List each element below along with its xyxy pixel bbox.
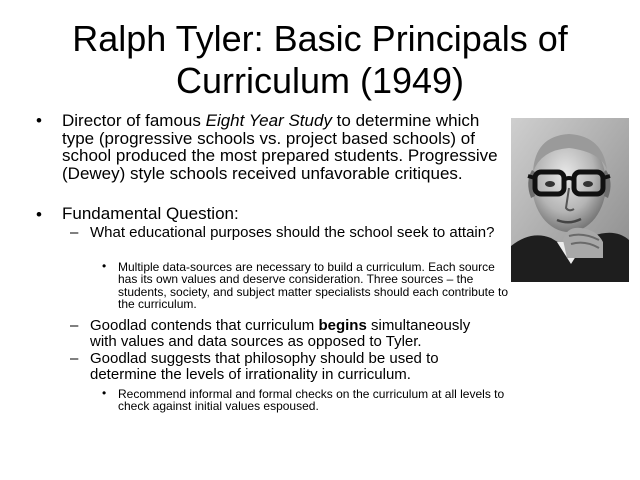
bullet-text: Director of famous xyxy=(62,111,206,130)
sub-bullet-goodlad-contends xyxy=(90,318,500,349)
bullet-text: to determine which type (progressive schools vs. project based schools) of school produced the most prepared students. Progressive (Dewey) style schools received unfavorable critiques. xyxy=(62,111,498,183)
bullet-fundamental-question: Fundamental Question: xyxy=(62,204,239,223)
sub-sub-bullet-marker: • xyxy=(102,386,107,400)
sub-sub-bullet-marker: • xyxy=(102,259,107,273)
bullet-marker: • xyxy=(36,205,42,224)
bullet-text: Goodlad contends that curriculum xyxy=(90,317,319,334)
sub-sub-bullet-data-sources: Multiple data-sources are necessary to build a curriculum. Each source has its own values and deserve consideration. Three sources – the students, society, and subject matter specialists should each contribute to the curriculum. xyxy=(118,260,508,312)
bullet-marker: • xyxy=(36,111,42,130)
bullet-text: simultaneously with values and data sources as opposed to Tyler. xyxy=(90,317,471,350)
bullet-director xyxy=(62,112,507,182)
sub-sub-bullet-checks: Recommend informal and formal checks on the curriculum at all levels to check against initial values espoused. xyxy=(118,387,505,414)
portrait-illustration xyxy=(511,118,629,282)
portrait-photo xyxy=(511,118,629,282)
eight-year-study-text: Eight Year Study xyxy=(205,111,332,130)
sub-bullet-marker: – xyxy=(70,224,79,241)
sub-bullet-goodlad-suggests: Goodlad suggests that philosophy should be used to determine the levels of irrationality in curriculum. xyxy=(90,350,439,383)
sub-bullet-marker: – xyxy=(70,317,79,334)
sub-bullet-marker: – xyxy=(70,350,79,367)
begins-text: begins xyxy=(318,317,367,334)
sub-bullet-purposes: What educational purposes should the school seek to attain? xyxy=(90,224,495,241)
slide-title: Ralph Tyler: Basic Principals of Curriculum (1949) xyxy=(72,18,568,101)
